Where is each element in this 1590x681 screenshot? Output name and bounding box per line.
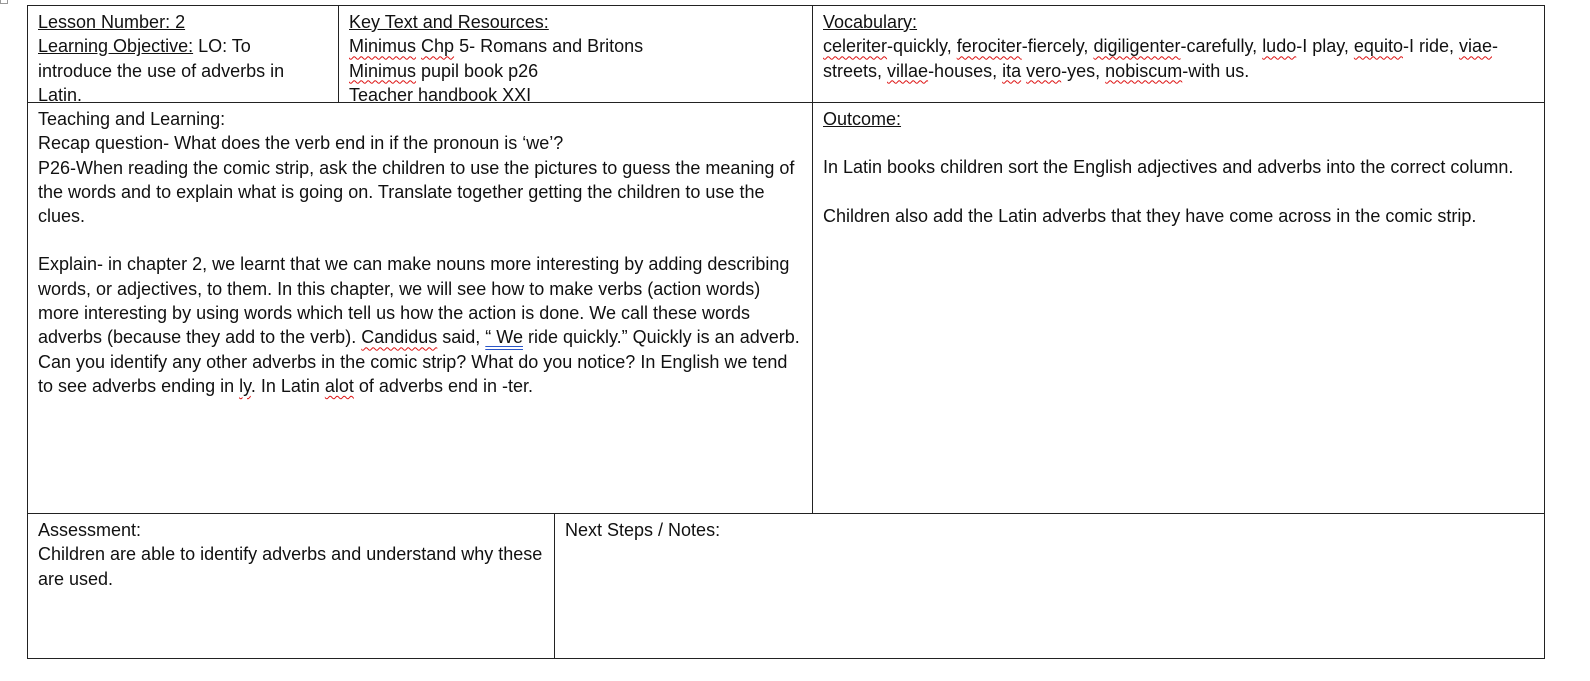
- objective-text: LO: To introduce the use of adverbs in Latin.: [38, 36, 285, 105]
- resource-line-3: Teacher handbook XXI: [349, 84, 532, 105]
- assessment-text: Children are able to identify adverbs and understand why these are used.: [38, 544, 543, 589]
- outcome-cell: [812, 102, 1545, 514]
- vocab-english: -I ride,: [1402, 36, 1459, 57]
- vocab-english: -with us.: [1182, 60, 1250, 81]
- explain-paragraph: Explain- in chapter 2, we learnt that we can make nouns more interesting by adding describing words, or adjectives, to them. In this chapter, we will see how to make verbs (action words) more interesting by using words which tell us how the action is done. We call these words adverbs (because they add to the verb). Candidus said, “ We ride quickly.” Quickly is an adverb. Can you identify any other adverbs in the comic strip? What do you notice? In English we tend to see adverbs ending in ly. In Latin alot of adverbs end in -ter.: [38, 254, 800, 396]
- next-steps-heading: Next Steps / Notes:: [565, 520, 721, 540]
- resources-heading: Key Text and Resources:: [349, 12, 549, 32]
- vocabulary-heading: Vocabulary:: [823, 12, 918, 32]
- vocab-latin: ita: [1002, 60, 1022, 81]
- vocab-english: -streets,: [823, 36, 1498, 81]
- table-move-handle[interactable]: [0, 0, 8, 4]
- vocab-english: -quickly,: [887, 36, 957, 57]
- outcome-heading: Outcome:: [823, 109, 902, 129]
- assessment-cell: [27, 513, 555, 659]
- vocab-latin: nobiscum: [1105, 60, 1183, 81]
- resource-line-1: Minimus Chp 5- Romans and Britons: [349, 36, 644, 57]
- vocab-english: -fiercely,: [1021, 36, 1094, 57]
- resource-line-2: Minimus pupil book p26: [349, 60, 539, 81]
- alot-word: alot: [324, 375, 354, 396]
- lesson-cell: [27, 5, 339, 103]
- vocab-latin: digiligenter: [1093, 36, 1181, 57]
- outcome-line-2: Children also add the Latin adverbs that they have come across in the comic strip.: [823, 205, 1477, 226]
- outcome-line-1: In Latin books children sort the English adjectives and adverbs into the correct column.: [823, 157, 1514, 178]
- teaching-cell: [27, 102, 813, 514]
- candidus-word: Candidus: [361, 327, 438, 348]
- vocabulary-list: [823, 34, 1534, 83]
- vocab-latin: viae: [1458, 36, 1492, 57]
- vocab-latin: equito: [1353, 36, 1403, 57]
- vocab-english: -yes,: [1061, 60, 1106, 81]
- quote-we: “ We: [485, 327, 523, 348]
- resources-cell: [338, 5, 813, 103]
- recap-question: Recap question- What does the verb end in if the pronoun is ‘we’?: [38, 133, 564, 154]
- assessment-heading: Assessment:: [38, 520, 142, 540]
- objective-label: Learning Objective:: [38, 36, 194, 57]
- ly-word: ly: [239, 375, 251, 396]
- teaching-heading: Teaching and Learning:: [38, 109, 226, 129]
- vocab-english: -I play,: [1296, 36, 1354, 57]
- vocab-latin: ludo: [1262, 36, 1297, 57]
- vocab-latin: vero: [1026, 60, 1062, 81]
- vocabulary-cell: [812, 5, 1545, 103]
- vocab-english: -carefully,: [1180, 36, 1263, 57]
- vocab-latin: celeriter: [823, 36, 888, 57]
- vocab-latin: ferociter: [956, 36, 1022, 57]
- vocab-latin: villae: [887, 60, 929, 81]
- next-steps-cell: [554, 513, 1545, 659]
- p26-instructions: P26-When reading the comic strip, ask the children to use the pictures to guess the meaning of the words and to explain what is going on. Translate together getting the children to use the clues.: [38, 157, 795, 227]
- lesson-number: Lesson Number: 2: [38, 12, 186, 32]
- vocab-english: -houses,: [928, 60, 1003, 81]
